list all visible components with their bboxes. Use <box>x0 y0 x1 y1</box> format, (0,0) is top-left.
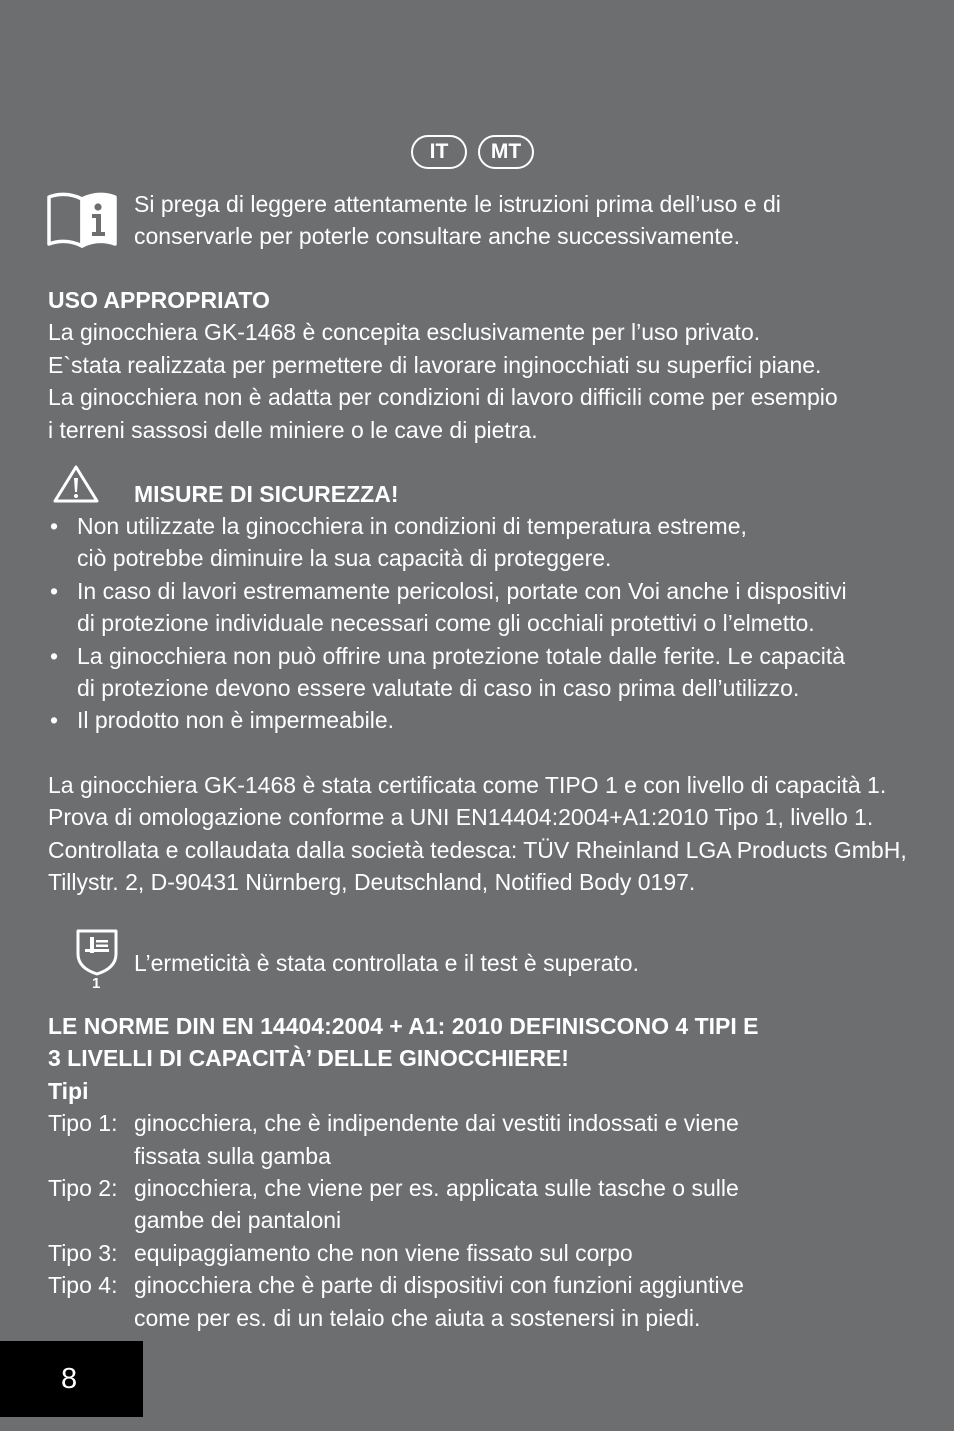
type-row <box>48 1269 758 1334</box>
uso-line: E`stata realizzata per permettere di lavorare inginocchiati su superfici piane. <box>48 351 822 378</box>
bullet-line: • Il prodotto non è impermeabile. <box>77 707 395 734</box>
type-desc-line: ginocchiera, che è indipendente dai vestiti indossati e viene <box>134 1110 739 1137</box>
bullet-item <box>48 640 847 705</box>
cert-line: La ginocchiera GK-1468 è stata certificata come TIPO 1 e con livello di capacità 1. <box>48 772 887 798</box>
cert-line: Controllata e collaudata dalla società tedesca: TÜV Rheinland LGA Products GmbH, <box>48 836 907 863</box>
bullet-line: • Non utilizzate la ginocchiera in condizioni di temperatura estreme, <box>77 513 747 539</box>
page-number-box <box>0 1341 143 1417</box>
type-desc-line: gambe dei pantaloni <box>134 1207 342 1234</box>
type-label: Tipo 1: <box>48 1110 118 1137</box>
knee-protection-shield-icon <box>75 928 119 981</box>
protection-level-label: 1 <box>92 975 101 992</box>
type-row <box>48 1172 758 1237</box>
type-desc-line: ginocchiera che è parte di dispositivi con funzioni aggiuntive <box>134 1272 744 1299</box>
type-desc-line: equipaggiamento che non viene fissato sul corpo <box>134 1239 633 1266</box>
uso-line: La ginocchiera GK-1468 è concepita esclusivamente per l’uso privato. <box>48 319 761 346</box>
lang-badge-it: IT <box>411 135 467 169</box>
bullet-item <box>48 575 847 640</box>
warning-triangle-icon <box>52 464 100 509</box>
sicurezza-bullets <box>48 510 847 737</box>
intro-line: conservarle per poterle consultare anche successivamente. <box>134 223 740 250</box>
type-label: Tipo 4: <box>48 1272 118 1299</box>
uso-section <box>48 284 838 446</box>
type-row <box>48 1237 758 1269</box>
type-label: Tipo 2: <box>48 1175 118 1202</box>
type-desc-line: ginocchiera, che viene per es. applicata sulle tasche o sulle <box>134 1175 739 1202</box>
lang-badge-mt: MT <box>478 135 534 169</box>
norme-section <box>48 1010 758 1334</box>
ermetic-text: L’ermeticità è stata controllata e il test è superato. <box>134 950 639 976</box>
type-desc-line: come per es. di un telaio che aiuta a sostenersi in piedi. <box>134 1304 701 1331</box>
page-number: 8 <box>61 1362 78 1395</box>
bullet-line: di protezione devono essere valutate di caso in caso prima dell’utilizzo. <box>77 675 800 702</box>
read-manual-icon <box>46 188 118 255</box>
bullet-line: • La ginocchiera non può offrire una protezione totale dalle ferite. Le capacità <box>77 642 846 669</box>
uso-heading: USO APPROPRIATO <box>48 287 270 313</box>
norme-heading-line: LE NORME DIN EN 14404:2004 + A1: 2010 DEFINISCONO 4 TIPI E <box>48 1013 759 1039</box>
bullet-item <box>48 704 847 736</box>
type-row <box>48 1107 758 1172</box>
type-desc-line: fissata sulla gamba <box>134 1142 331 1169</box>
language-badges <box>411 135 534 169</box>
bullet-item <box>48 510 847 575</box>
bullet-line: ciò potrebbe diminuire la sua capacità di proteggere. <box>77 545 612 572</box>
bullet-line: • In caso di lavori estremamente pericolosi, portate con Voi anche i dispositivi <box>77 577 847 604</box>
intro-line: Si prega di leggere attentamente le istruzioni prima dell’uso e di <box>134 191 781 217</box>
norme-heading-line: 3 LIVELLI DI CAPACITÀ’ DELLE GINOCCHIERE! <box>48 1045 569 1072</box>
cert-line: Tillystr. 2, D-90431 Nürnberg, Deutschland, Notified Body 0197. <box>48 869 696 896</box>
tipi-subheading: Tipi <box>48 1077 89 1104</box>
sicurezza-heading: MISURE DI SICUREZZA! <box>134 481 399 507</box>
cert-line: Prova di omologazione conforme a UNI EN14404:2004+A1:2010 Tipo 1, livello 1. <box>48 804 874 831</box>
uso-line: La ginocchiera non è adatta per condizioni di lavoro difficili come per esempio <box>48 384 838 411</box>
type-label: Tipo 3: <box>48 1239 118 1266</box>
intro-text <box>134 188 781 253</box>
uso-line: i terreni sassosi delle miniere o le cave di pietra. <box>48 416 538 443</box>
bullet-line: di protezione individuale necessari come gli occhiali protettivi o l’elmetto. <box>77 610 815 637</box>
cert-paragraph <box>48 769 907 899</box>
